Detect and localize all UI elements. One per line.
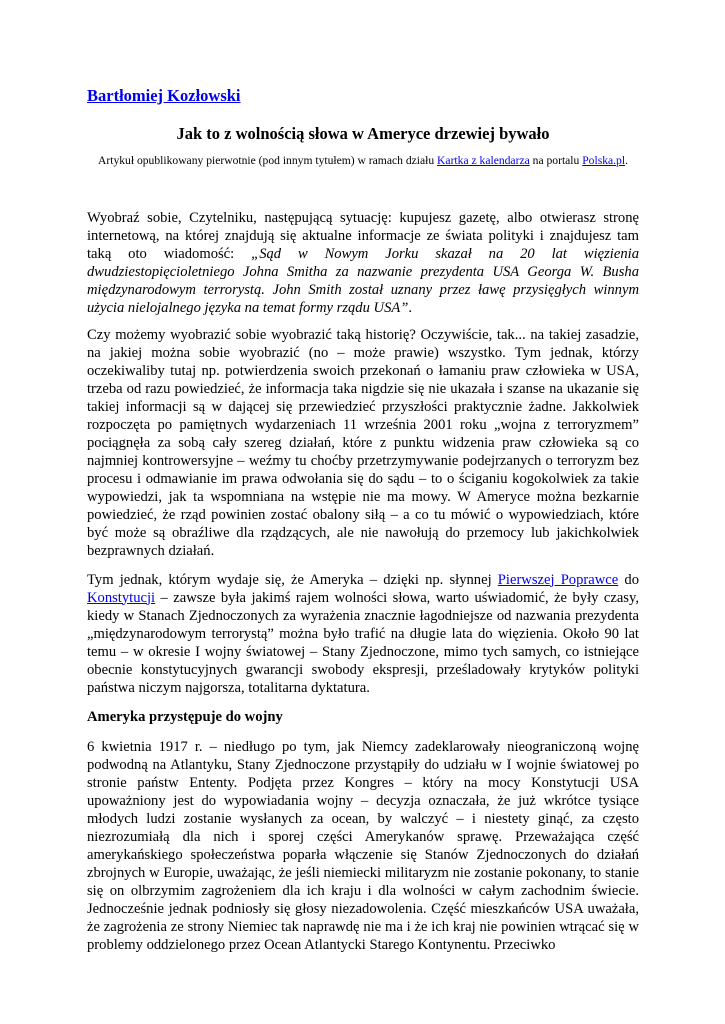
- document-page: [87, 86, 639, 965]
- paragraph-1-quote: „Sąd w Nowym Jorku skazał na 20 lat więzienia dwudziestopięcioletniego Johna Smitha za nazwanie prezydenta USA Georga W. Busha międzynarodowym terrorystą. John Smith został uznany przez ławę przysięgłych winnym użycia nielojalnego języka na temat formy rządu USA”: [87, 245, 639, 316]
- first-amendment-link[interactable]: Pierwszej Poprawce: [497, 571, 619, 588]
- author-link[interactable]: Bartłomiej Kozłowski: [87, 86, 241, 105]
- intro-text-before: Artykuł opublikowany pierwotnie (pod innym tytułem) w ramach działu: [98, 154, 438, 167]
- paragraph-1: [87, 209, 639, 317]
- intro-text-after: .: [625, 154, 628, 167]
- paragraph-3: [87, 571, 639, 697]
- paragraph-1-end: .: [408, 299, 413, 316]
- paragraph-3-before: Tym jednak, którym wydaje się, że Ameryka – dzięki np. słynnej: [87, 571, 498, 588]
- paragraph-1-plain: Wyobraź sobie, Czytelniku, następującą sytuację: kupujesz gazetę, albo otwierasz stronę internetową, na której znajdują się aktualne informacje ze świata polityki i znajdujesz tam taką oto wiadomość:: [87, 209, 639, 262]
- paragraph-3-between: do: [618, 571, 639, 588]
- publication-note: [87, 153, 639, 169]
- section-link[interactable]: Kartka z kalendarza: [437, 154, 530, 167]
- section-heading: Ameryka przystępuje do wojny: [87, 708, 283, 725]
- constitution-link[interactable]: Konstytucji: [87, 589, 156, 606]
- portal-link[interactable]: Polska.pl: [582, 154, 626, 167]
- paragraph-3-after: – zawsze była jakimś rajem wolności słowa, warto uświadomić, że były czasy, kiedy w Stanach Zjednoczonych za wyrażenia znacznie łagodniejsze od nazwania prezydenta „międzynarodowym terrorystą” można było trafić na długie lata do więzienia. Około 90 lat temu – w okresie I wojny światowej – Stany Zjednoczone, mimo tych samych, co istniejące obecnie konstytucyjnych gwarancji swobody ekspresji, prześladowały krytyków polityki państwa niczym najgorsza, totalitarna dyktatura.: [87, 589, 639, 696]
- article-title: Jak to z wolnością słowa w Ameryce drzewiej bywało: [176, 124, 550, 143]
- paragraph-2: Czy możemy wyobrazić sobie wyobrazić taką historię? Oczywiście, tak... na takiej zasadzie, na jakiej można sobie wyobrazić (no – może prawie) wszystko. Tym jednak, którzy oczekiwaliby tutaj np. potwierdzenia swoich przekonań o łamaniu praw człowieka w USA, trzeba od razu powiedzieć, że informacja taka nigdzie się nie ukazała i szanse na ukazanie się takiej informacji są w dającej się przewiedzieć przyszłości praktycznie żadne. Jakkolwiek rozpoczęta po pamiętnych wydarzeniach 11 września 2001 roku „wojna z terroryzmem” pociągnęła za sobą cały szereg działań, które z punktu widzenia praw człowieka są co najmniej kontrowersyjne – weźmy tu choćby przetrzymywanie podejrzanych o terroryzm bez procesu i odmawianie im prawa odwołania się do sądu – to o ściganiu kogokolwiek za takie wypowiedzi, jak ta wspomniana na wstępie nie ma mowy. W Ameryce można bezkarnie powiedzieć, że rząd powinien zostać obalony siłą – a co tu mówić o wypowiedziach, które być może są obraźliwe dla rządzących, ale nie nawołują do przemocy lub jakichkolwiek bezprawnych działań.: [87, 326, 639, 559]
- paragraph-4: 6 kwietnia 1917 r. – niedługo po tym, jak Niemcy zadeklarowały nieograniczoną wojnę podwodną na Atlantyku, Stany Zjednoczone przystąpiły do udziału w I wojnie światowej po stronie państw Ententy. Podjęta przez Kongres – który na mocy Konstytucji USA upoważniony jest do wypowiadania wojny – decyzja oznaczała, że już wkrótce tysiące młodych ludzi zostanie wysłanych za ocean, by walczyć – i niestety ginąć, za często niezrozumiałą dla nich i sporej części Amerykanów sprawę. Przeważająca część amerykańskiego społeczeństwa poparła włączenie się Stanów Zjednoczonych do działań zbrojnych w Europie, uważając, że jeśli niemiecki militaryzm nie zostanie pokonany, to stanie się on olbrzymim zagrożeniem dla ich kraju i dla wolności w całym zachodnim świecie. Jednocześnie jednak podniosły się głosy niezadowolenia. Część mieszkańców USA uważała, że zagrożenia ze strony Niemiec tak naprawdę nie ma i że ich kraj nie powinien wtrącać się w problemy oddzielonego przez Ocean Atlantycki Starego Kontynentu. Przeciwko: [87, 738, 639, 953]
- intro-text-middle: na portalu: [529, 154, 583, 167]
